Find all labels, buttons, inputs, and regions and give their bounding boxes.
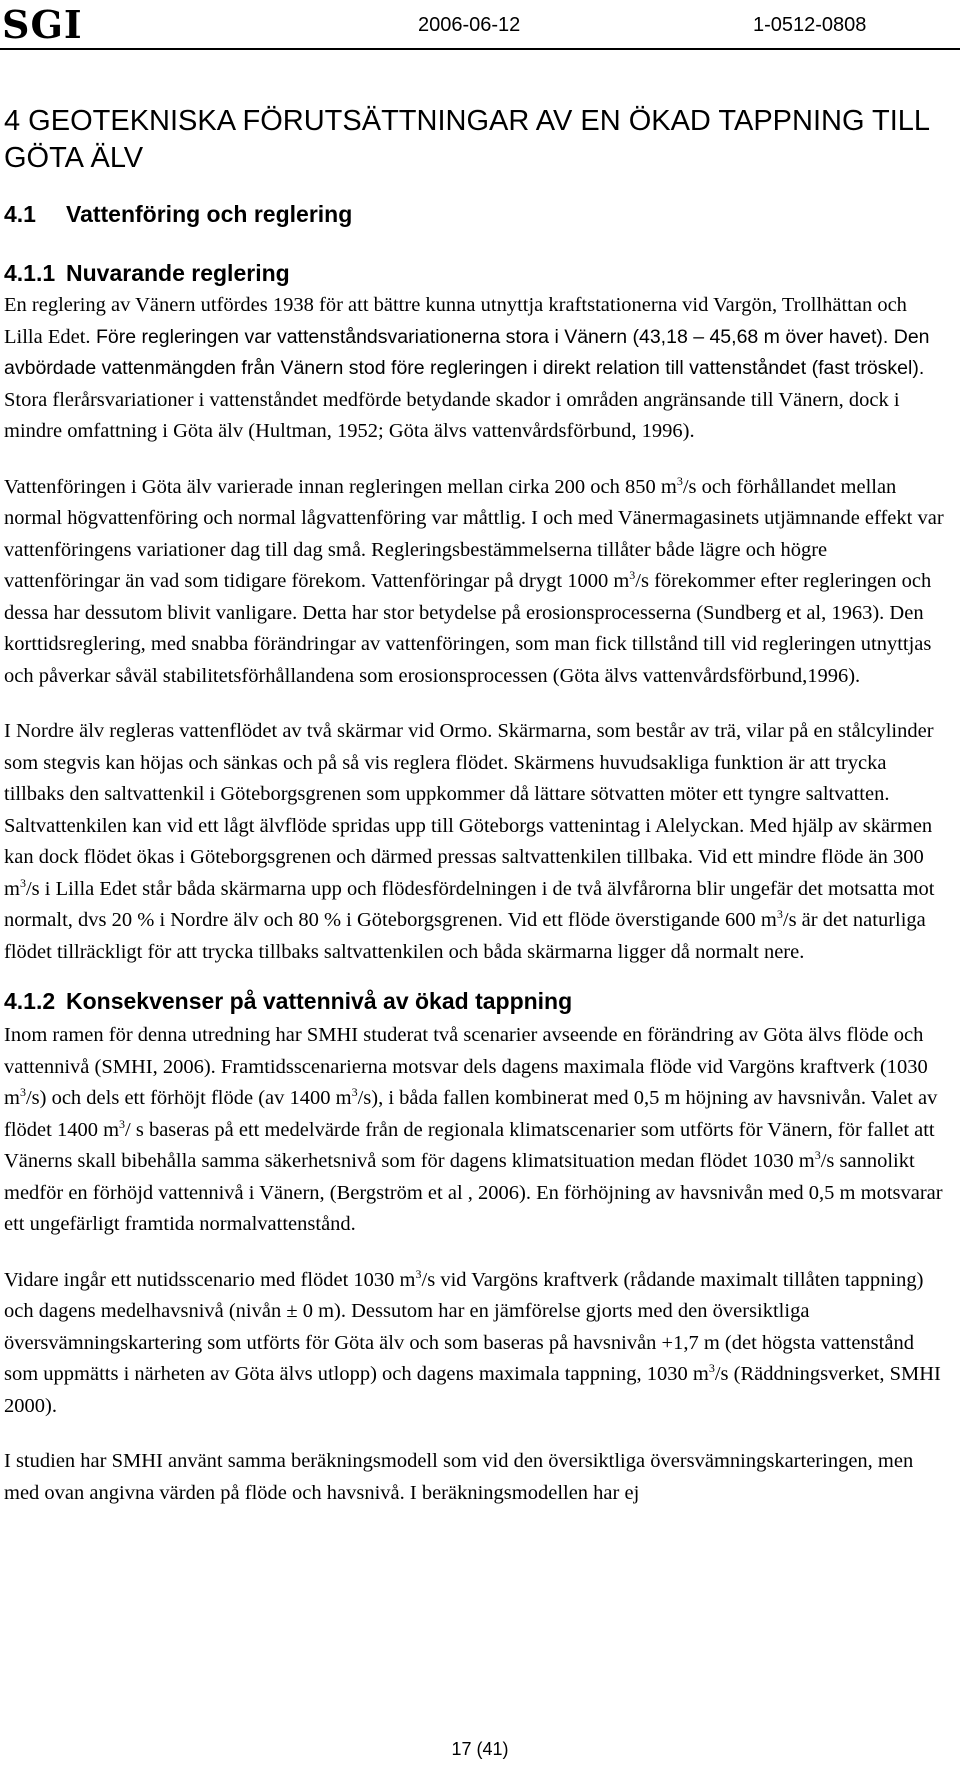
section-4-1-2-heading (4, 986, 948, 1016)
sgi-logo: SGI (2, 2, 83, 47)
page-number: 17 (41) (451, 1739, 509, 1759)
section-title: Konsekvenser på vattennivå av ökad tappning (66, 988, 573, 1014)
section-title: Nuvarande reglering (66, 260, 290, 286)
paragraph: En reglering av Vänern utfördes 1938 för att bättre kunna utnyttja kraftstationerna vid Vargön, Trollhättan och Lilla Edet. Före regleringen var vattenståndsvariationerna stora i Vänern (43,18 – 45,68 m över havet). Den avbördade vattenmängden från Vänern stod före regleringen i direkt relation till vattenståndet (fast tröskel). Stora flerårsvariationer i vattenståndet medförde betydande skador i områden angränsande till Vänern, dock i mindre omfattning i Göta älv (Hultman, 1952; Göta älvs vattenvårdsförbund, 1996). (4, 294, 930, 442)
section-title: Vattenföring och reglering (66, 201, 353, 227)
section-4-1-heading (4, 199, 948, 229)
section-number: 4.1 (4, 201, 36, 227)
section-number: 4.1.1 (4, 260, 56, 286)
paragraph: I studien har SMHI använt samma beräkningsmodell som vid den översiktliga översvämningskarteringen, men med ovan angivna värden på flöde och havsnivå. I beräkningsmodellen har ej (4, 1450, 914, 1504)
section-4-1-1-heading (4, 258, 948, 288)
chapter-title: 4 GEOTEKNISKA FÖRUTSÄTTNINGAR AV EN ÖKAD TAPPNING TILL GÖTA ÄLV (4, 105, 929, 174)
paragraph: I Nordre älv regleras vattenflödet av två skärmar vid Ormo. Skärmarna, som består av trä, vilar på en stålcylinder som stegvis kan höjas och sänkas och på så vis reglera flödet. Skärmens huvudsakliga funktion är att trycka tillbaks den saltvattenkil i Göteborgsgrenen som uppkommer då lättare sötvatten möter ett tyngre saltvatten. Saltvattenkilen kan vid ett lågt älvflöde spridas upp till Göteborgs vattenintag i Alelyckan. Med hjälp av skärmen kan dock flödet ökas i Göteborgsgrenen och därmed pressas saltvattenkilen tillbaka. Vid ett mindre flöde än 300 $m^3/s$ i Lilla Edet står båda skärmarna upp och flödesfördelningen i de två älvfårorna blir ungefär det motsatta mot normalt, dvs 20 % i Nordre älv och 80 % i Göteborgsgrenen. Vid ett flöde överstigande 600 $m^3/s$ är det naturliga flödet tillräckligt för att trycka tillbaks saltvattenkilen och båda skärmarna ligger då normalt nere. (4, 720, 935, 963)
paragraph: Vattenföringen i Göta älv varierade innan regleringen mellan cirka 200 och 850 $m^3/s$ och förhållandet mellan normal högvattenföring och normal lågvattenföring var måttlig. I och med Vänermagasinets utjämnande effekt var vattenföringens variationer dag till dag små. Regleringsbestämmelserna tillåter både lägre och högre vattenföringar än vad som tidigare förekom. Vattenföringar på drygt 1000 $m^3/s$ förekommer efter regleringen och dessa har dessutom blivit vanligare. Detta har stor betydelse på erosionsprocesserna (Sundberg et al, 1963). Den korttidsreglering, med snabba förändringar av vattenföringen, som man fick tillstånd till vid regleringen utnyttjas och påverkar såväl stabilitetsförhållandena som erosionsprocessen (Göta älvs vattenvårdsförbund,1996). (4, 473, 944, 687)
section-number: 4.1.2 (4, 988, 56, 1014)
paragraph: Vidare ingår ett nutidsscenario med flödet 1030 $m^3/s$ vid Vargöns kraftverk (rådande maximalt tillåten tappning) och dagens medelhavsnivå (nivån ± 0 m). Dessutom har en jämförelse gjorts med den översiktliga översvämningskartering som utförts för Göta älv och som baseras på havsnivån +1,7 m (det högsta vattenstånd som uppmätts i närheten av Göta älvs utlopp) och dagens maximala tappning, 1030 $m^3/s$ (Räddningsverket, SMHI 2000). (4, 1266, 941, 1417)
header-doc-number: 1-0512-0808 (753, 14, 867, 36)
paragraph: Inom ramen för denna utredning har SMHI studerat två scenarier avseende en förändring av Göta älvs flöde och vattennivå (SMHI, 2006). Framtidsscenarierna motsvar dels dagens maximala flöde vid Vargöns kraftverk (1030 $m^3/s$) och dels ett förhöjt flöde (av 1400 $m^3/s$), i båda fallen kombinerat med 0,5 m höjning av havsnivån. Valet av flödet 1400 $m^3/$ s baseras på ett medelvärde från de regionala klimatscenarier som utförts för Vänern, för fallet att Vänerns skall bibehålla samma säkerhetsnivå som för dagens klimatsituation medan flödet 1030 $m^3/s$ sannolikt medför en förhöjd vattennivå i Vänern, (Bergström et al , 2006). En förhöjning av havsnivån med 0,5 m motsvarar ett ungefärligt framtida normalvattenstånd. (4, 1024, 943, 1235)
header-date: 2006-06-12 (418, 14, 521, 36)
document-body (4, 103, 948, 1533)
header-rule (0, 48, 960, 50)
page-header (0, 2, 960, 48)
